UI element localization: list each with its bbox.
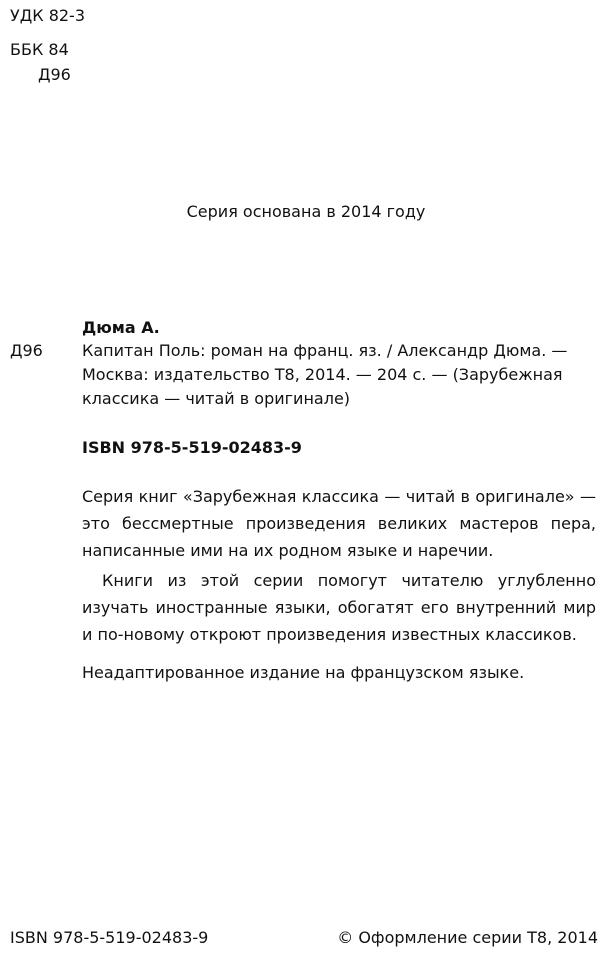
series-description xyxy=(82,483,596,686)
footer-copyright: © Оформление серии Т8, 2014 xyxy=(337,928,598,947)
catalog-author-mark: Д96 xyxy=(10,341,43,360)
udk-code: УДК 82-3 xyxy=(10,6,86,25)
description-paragraph-3: Неадаптированное издание на французском языке. xyxy=(82,663,525,682)
bbk-code: ББК 84 xyxy=(10,40,69,59)
bibliographic-line: Москва: издательство Т8, 2014. — 204 с. — (Зарубежная xyxy=(82,365,563,384)
bibliographic-record xyxy=(82,339,596,411)
description-paragraph-1: Серия книг «Зарубежная классика — читай в оригинале» — это бессмертные произведения великих мастеров пера, написанные ими на их родном языке и наречии. xyxy=(82,487,596,560)
isbn-main: ISBN 978-5-519-02483-9 xyxy=(82,438,302,457)
bibliographic-line: классика — читай в оригинале) xyxy=(82,389,351,408)
series-founded-note: Серия основана в 2014 году xyxy=(186,202,426,221)
catalog-author: Дюма А. xyxy=(82,318,160,337)
author-mark-top: Д96 xyxy=(38,65,71,84)
description-paragraph-2: Книги из этой серии помогут читателю углубленно изучать иностранные языки, обогатят его внутренний мир и по-новому откроют произведения известных классиков. xyxy=(82,571,596,644)
footer-isbn: ISBN 978-5-519-02483-9 xyxy=(10,928,209,947)
bibliographic-line: Капитан Поль: роман на франц. яз. / Александр Дюма. — xyxy=(82,341,568,360)
